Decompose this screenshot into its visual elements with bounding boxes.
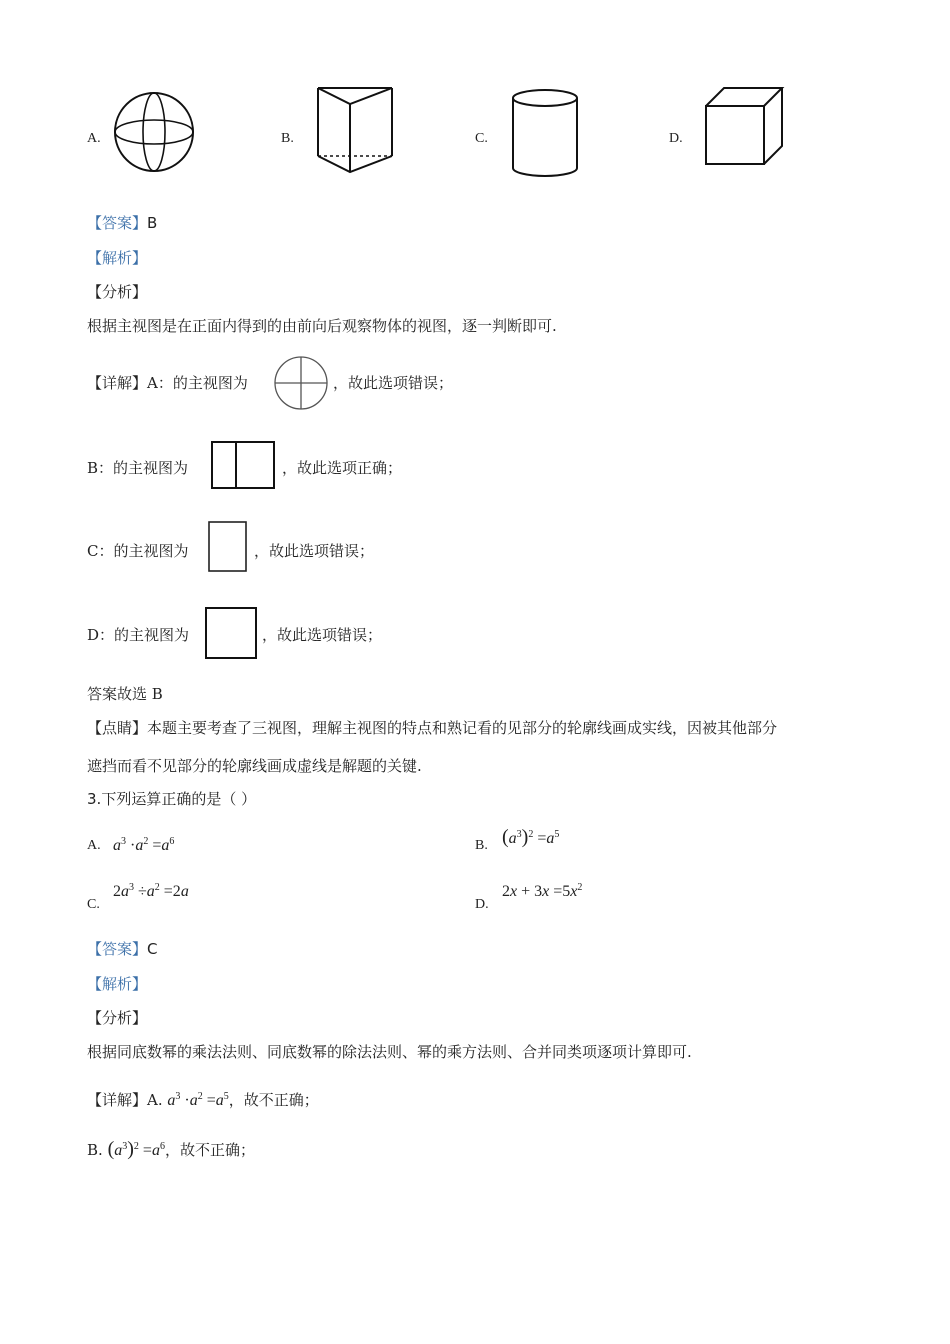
q2-dianjing-text: 本题主要考查了三视图，理解主视图的特点和熟记看的见部分的轮廓线画成实线，因被其他部分 <box>147 719 778 737</box>
q2-option-b-label: B. <box>281 131 294 146</box>
q3-option-c-expr: $2a^3 \div a^2 =2a$ <box>113 882 189 900</box>
q3-fenxi-tag: 【分析】 <box>87 1009 148 1027</box>
cube-front-view-icon <box>204 606 258 660</box>
q3-title <box>87 789 256 809</box>
q2-detail-a-prefix <box>87 373 248 393</box>
q2-option-c-label: C. <box>475 131 488 146</box>
q2-conclusion: 答案故选 B <box>87 685 163 703</box>
triangular-prism-figure <box>312 84 398 178</box>
q3-detail-a-expr: $a^3 \cdot a^2 =a^5$ <box>167 1091 229 1109</box>
q3-answer-line <box>87 939 158 959</box>
q3-answer-value: C <box>147 940 158 958</box>
q3-option-a-expr: $a^3 \cdot a^2 =a^6$ <box>113 836 175 854</box>
q3-option-d-label: D. <box>475 897 489 912</box>
q2-answer-line <box>87 213 157 233</box>
q2-jiexi-tag: 【解析】 <box>87 249 148 267</box>
q2-fenxi-text: 根据主视图是在正面内得到的由前向后观察物体的视图，逐一判断即可. <box>87 317 557 335</box>
q3-detail-b-suffix: ，故不正确； <box>164 1141 255 1159</box>
q2-detail-a-label: A：的主视图为 <box>147 374 248 392</box>
q3-option-b-label: B. <box>475 838 488 853</box>
q2-option-a-label: A. <box>87 131 101 146</box>
q3-option-c-label: C. <box>87 897 100 912</box>
q2-dianjing-line1 <box>87 718 777 738</box>
q2-detail-b-suffix: ，故此选项正确； <box>282 459 403 477</box>
cube-figure <box>700 84 788 170</box>
q3-detail-b <box>87 1137 255 1161</box>
q3-detail-b-expr: $(a^3)^2 =a^6$ <box>107 1138 165 1160</box>
q2-answer-tag: 【答案】 <box>87 214 148 232</box>
sphere-front-view-icon <box>273 356 329 412</box>
q3-title-text: 下列运算正确的是（ ） <box>101 790 257 808</box>
q2-detail-c-prefix: C：的主视图为 <box>87 542 189 560</box>
q3-option-a-label: A. <box>87 838 101 853</box>
q2-detail-d-prefix: D：的主视图为 <box>87 626 190 644</box>
q2-dianjing-line2: 遮挡而看不见部分的轮廓线画成虚线是解题的关键. <box>87 757 422 775</box>
q2-answer-value: B <box>147 214 158 232</box>
q2-detail-b-prefix: B：的主视图为 <box>87 459 189 477</box>
q2-detail-c-suffix: ，故此选项错误； <box>254 542 375 560</box>
q2-fenxi-tag: 【分析】 <box>87 283 148 301</box>
prism-front-view-icon <box>210 440 276 490</box>
q3-fenxi-text: 根据同底数幂的乘法法则、同底数幂的除法法则、幂的乘方法则、合并同类项逐项计算即可. <box>87 1043 692 1061</box>
q2-detail-a-suffix: ，故此选项错误； <box>333 374 454 392</box>
cylinder-figure <box>506 86 584 180</box>
q3-jiexi-tag: 【解析】 <box>87 975 148 993</box>
q3-detail-b-label: B. <box>87 1141 103 1159</box>
q3-detail-a-suffix: ，故不正确； <box>228 1091 319 1109</box>
q2-option-d-label: D. <box>669 131 683 146</box>
q2-detail-tag: 【详解】 <box>87 374 148 392</box>
q3-answer-tag: 【答案】 <box>87 940 148 958</box>
q2-detail-d-suffix: ，故此选项错误； <box>262 626 383 644</box>
q3-option-b-expr: $(a^3)^2 =a^5$ <box>502 826 560 848</box>
sphere-figure <box>108 90 200 180</box>
q2-dianjing-tag: 【点睛】 <box>87 719 148 737</box>
q3-number: 3. <box>87 790 102 808</box>
q3-detail-tag: 【详解】 <box>87 1091 148 1109</box>
cylinder-front-view-icon <box>207 520 249 574</box>
q3-detail-a <box>87 1087 319 1111</box>
q3-option-d-expr: $2x + 3x =5x^2$ <box>502 882 583 900</box>
q3-detail-a-label: A. <box>147 1091 163 1109</box>
